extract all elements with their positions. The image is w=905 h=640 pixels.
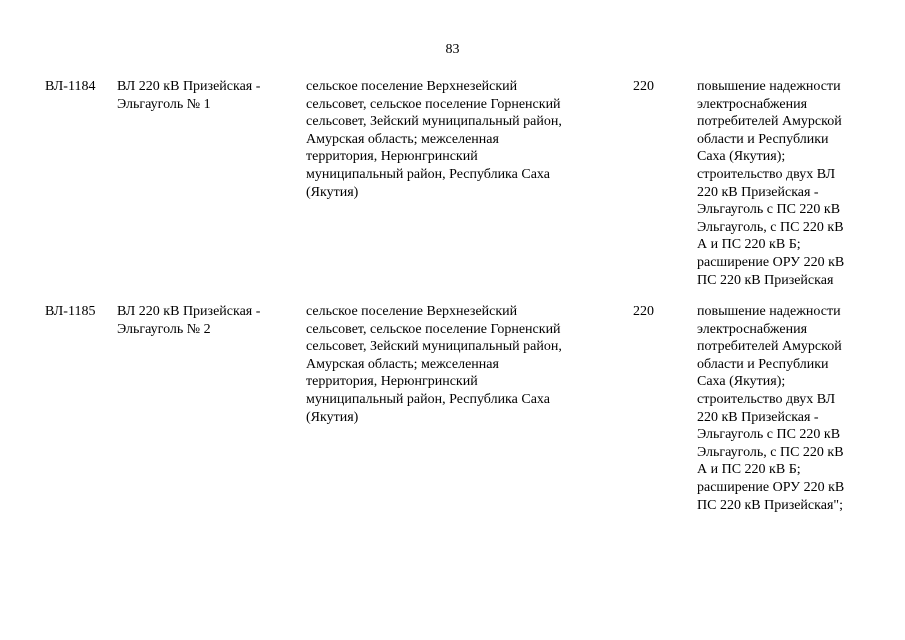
- line-location: сельское поселение Верхнезейский сельсовет, сельское поселение Горненский сельсовет, Зейский муниципальный район, Амурская область; межселенная территория, Нерюнгринский муниципальный район, Республика Саха (Якутия): [306, 304, 562, 425]
- line-voltage: 220: [633, 304, 654, 319]
- line-name: ВЛ 220 кВ Призейская - Эльгауголь № 1: [117, 79, 261, 112]
- line-location: сельское поселение Верхнезейский сельсовет, сельское поселение Горненский сельсовет, Зейский муниципальный район, Амурская область; межселенная территория, Нерюнгринский муниципальный район, Республика Саха (Якутия): [306, 79, 562, 200]
- line-name: ВЛ 220 кВ Призейская - Эльгауголь № 2: [117, 304, 261, 337]
- line-purpose: повышение надежности электроснабжения потребителей Амурской области и Республики Саха (Якутия); строительство двух ВЛ 220 кВ Призейская - Эльгауголь с ПС 220 кВ Эльгауголь, с ПС 220 кВ А и ПС 220 кВ Б; расширение ОРУ 220 кВ ПС 220 кВ Призейская: [697, 79, 845, 288]
- line-code: ВЛ-1185: [45, 304, 96, 319]
- line-code: ВЛ-1184: [45, 79, 96, 94]
- line-purpose: повышение надежности электроснабжения потребителей Амурской области и Республики Саха (Якутия); строительство двух ВЛ 220 кВ Призейская - Эльгауголь с ПС 220 кВ Эльгауголь, с ПС 220 кВ А и ПС 220 кВ Б; расширение ОРУ 220 кВ ПС 220 кВ Призейская";: [697, 304, 845, 513]
- line-voltage: 220: [633, 79, 654, 94]
- page-number: 83: [445, 42, 460, 57]
